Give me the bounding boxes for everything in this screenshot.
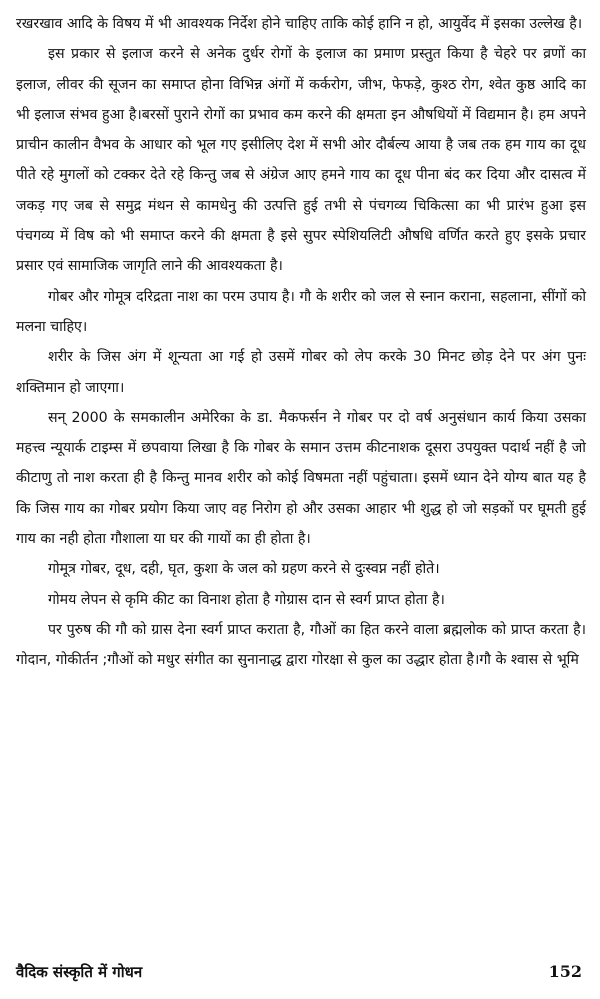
page-number: 152 (548, 962, 582, 981)
paragraph: पर पुरुष की गौ को ग्रास देना स्वर्ग प्राप्त कराता है, गौओं का हित करने वाला ब्रह्मलोक को प्राप्त करता है। गोदान, गोकीर्तन ;गौओं को मधुर संगीत का सुनानाद्ध द्वारा गोरक्षा से कुल का उद्धार होता है।गौ के श्वास से भूमि (16, 621, 586, 669)
running-footer-title: वैदिक संस्कृति में गोधन (16, 963, 143, 981)
page-footer (16, 962, 582, 990)
paragraph: शरीर के जिस अंग में शून्यता आ गई हो उसमें गोबर को लेप करके 30 मिनट छोड़ देने पर अंग पुनः शक्तिमान हो जाएगा। (16, 349, 586, 396)
paragraph: गोमय लेपन से कृमि कीट का विनाश होता है गोग्रास दान से स्वर्ग प्राप्त होता है। (48, 591, 445, 608)
paragraph-continued: रखरखाव आदि के विषय में भी आवश्यक निर्देश होने चाहिए ताकि कोई हानि न हो, आयुर्वेद में इसका उल्लेख है। (16, 16, 583, 32)
paragraph: सन् 2000 के समकालीन अमेरिका के डा. मैकफर्सन ने गोबर पर दो वर्ष अनुसंधान कार्य किया उसका महत्त्व न्यूयार्क टाइम्स में छपवाया लिखा है कि गोबर के समान उत्तम कीटनाशक दूसरा उपयुक्त पदार्थ नहीं है जो कीटाणु तो नाश करता ही है किन्तु मानव शरीर को कोई विषमता नहीं पहुंचाता। इसमें ध्यान देने योग्य बात यह है कि जिस गाय का गोबर प्रयोग किया जाए वह निरोग हो और उसका आहार भी शुद्ध हो जो सड़कों पर घूमती हुई गाय का नही होता गौशाला या घर की गायों का ही होता है। (16, 409, 586, 548)
page-body (16, 9, 586, 676)
paragraph: इस प्रकार से इलाज करने से अनेक दुर्धर रोगों के इलाज का प्रमाण प्रस्तुत किया है चेहरे पर व्रणों का इलाज, लीवर की सूजन का समाप्त होना विभिन्न अंगों में कर्करोग, जीभ, फेफड़े, कुश्ठ रोग, श्वेत कुष्ठ आदि का भी इलाज संभव हुआ है।बरसों पुराने रोगों का प्रभाव कम करने की क्षमता इन औषधियों में विद्यमान है। हम अपने प्राचीन कालीन वैभव के आधार को भूल गए इसीलिए देश में सभी ओर दौर्बल्य आया है जब तक हम गाय का दूध पीते रहे मुगलों को टक्कर देते रहे किन्तु जब से अंग्रेज आए हमने गाय का दूध पीना बंद कर दिया और दासत्व में जकड़ गए जब से समुद्र मंथन से कामधेनु की उत्पत्ति हुई तभी से पंचगव्य चिकित्सा का भी प्रारंभ हुआ इस पंचगव्य में विष को भी समाप्त करने की क्षमता है इसे सुपर स्पेशियलिटी औषधि वर्णित करते हुए इसके प्रचार प्रसार एवं सामाजिक जागृति लाने की आवश्यकता है। (16, 46, 587, 275)
paragraph: गोमूत्र गोबर, दूध, दही, घृत, कुशा के जल को ग्रहण करने से दुःस्वप्न नहीं होते। (48, 561, 440, 578)
paragraph: गोबर और गोमूत्र दरिद्रता नाश का परम उपाय है। गौ के शरीर को जल से स्नान कराना, सहलाना, सींगों को मलना चाहिए। (16, 288, 586, 335)
